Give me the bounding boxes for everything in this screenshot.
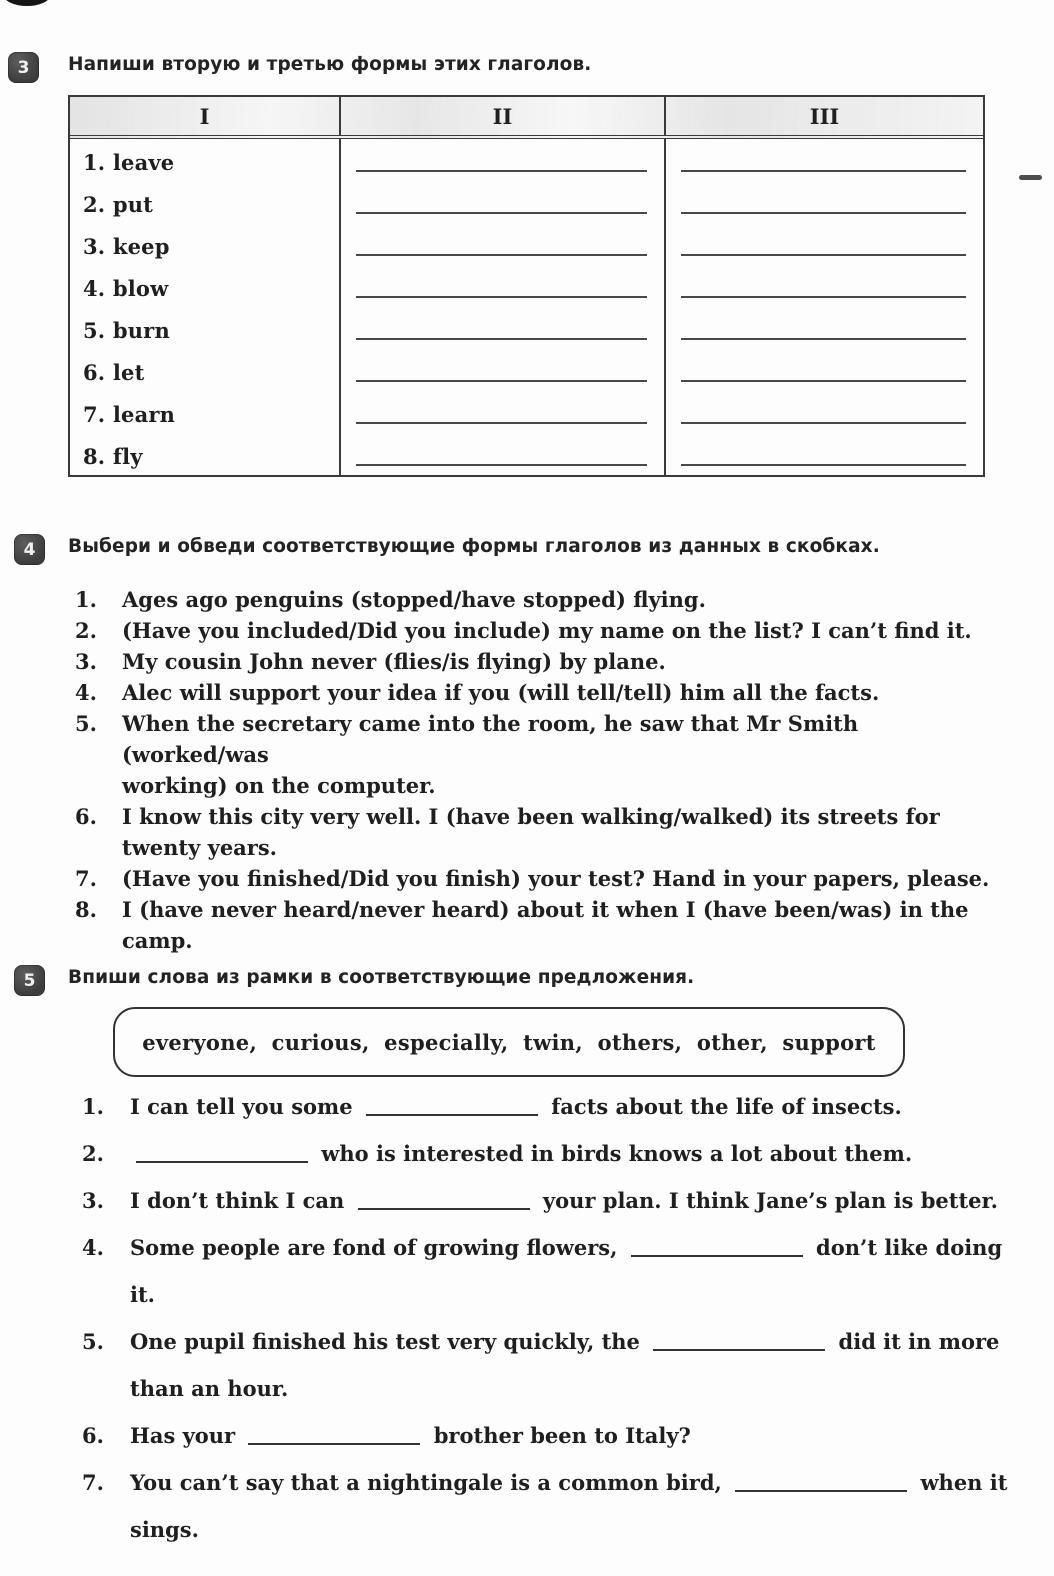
sentence-segment: Some people are fond of growing flowers, xyxy=(130,1235,625,1260)
table-row xyxy=(70,307,983,349)
item-number: 1. xyxy=(82,1094,104,1119)
item-text xyxy=(130,1224,1010,1318)
sentence-segment: it. xyxy=(130,1282,155,1307)
verb-cell: 8. fly xyxy=(83,444,143,469)
list-item xyxy=(75,801,1002,863)
column-header-i: I xyxy=(199,103,210,129)
table-row xyxy=(70,349,983,391)
sentence-segment: don’t like doing xyxy=(808,1235,1003,1260)
list-item xyxy=(82,1459,1010,1553)
item-number: 6. xyxy=(82,1423,104,1448)
item-number: 3. xyxy=(75,649,97,674)
list-item xyxy=(75,615,1002,646)
column-header-ii: II xyxy=(339,97,664,135)
verb-cell: 5. burn xyxy=(83,318,170,343)
answer-line[interactable] xyxy=(681,212,966,214)
list-item xyxy=(82,1224,1010,1318)
sentence-segment: when it xyxy=(913,1470,1008,1495)
answer-cell xyxy=(664,139,983,181)
list-item xyxy=(82,1083,1010,1130)
answer-cell xyxy=(664,181,983,223)
table-row xyxy=(70,433,983,475)
answer-line[interactable] xyxy=(681,422,966,424)
item-number: 5. xyxy=(82,1329,104,1354)
sentence-segment: I can tell you some xyxy=(130,1094,360,1119)
answer-line[interactable] xyxy=(356,338,647,340)
sentence-segment: I know this city very well. I (have been walking/walked) its streets for xyxy=(122,804,940,829)
item-number: 6. xyxy=(75,804,97,829)
answer-line[interactable] xyxy=(356,254,647,256)
answer-line[interactable] xyxy=(356,296,647,298)
sentence-segment: brother been to Italy? xyxy=(426,1423,691,1448)
item-number: 5. xyxy=(75,711,97,736)
table-row xyxy=(70,391,983,433)
sentence-segment: My cousin John never (flies/is flying) by plane. xyxy=(122,649,666,674)
sentence-segment: sings. xyxy=(130,1517,199,1542)
item-text xyxy=(122,863,1002,894)
item-text xyxy=(130,1412,1010,1459)
list-item xyxy=(75,863,1002,894)
answer-cell xyxy=(339,391,664,433)
list-item xyxy=(75,584,1002,615)
sentence-segment: Alec will support your idea if you (will tell/tell) him all the facts. xyxy=(122,680,880,705)
answer-line[interactable] xyxy=(356,422,647,424)
item-text xyxy=(122,708,1002,801)
item-number: 8. xyxy=(75,897,97,922)
answer-cell xyxy=(339,181,664,223)
item-number: 7. xyxy=(82,1470,104,1495)
corner-ink-mark xyxy=(4,0,50,6)
verb-cell: 6. let xyxy=(83,360,145,385)
verb-cell: 7. learn xyxy=(83,402,176,427)
exercise5-number-badge: 5 xyxy=(14,965,45,996)
exercise4-instruction: Выбери и обведи соответствующие формы глаголов из данных в скобках. xyxy=(68,536,880,557)
answer-line[interactable] xyxy=(681,254,966,256)
sentence-segment: Has your xyxy=(130,1423,243,1448)
sentence-segment: did it in more xyxy=(831,1329,1000,1354)
item-text xyxy=(122,584,1002,615)
answer-blank[interactable] xyxy=(735,1489,907,1492)
verb-cell: 1. leave xyxy=(83,150,175,175)
exercise5-instruction: Впиши слова из рамки в соответствующие предложения. xyxy=(68,967,695,988)
item-text xyxy=(122,615,1002,646)
answer-cell xyxy=(339,349,664,391)
word-box-text: everyone, curious, especially, twin, others, other, support xyxy=(142,1029,876,1055)
word-box xyxy=(113,1007,905,1077)
item-number: 4. xyxy=(75,680,97,705)
verb-cell: 3. keep xyxy=(83,234,170,259)
sentence-segment: facts about the life of insects. xyxy=(543,1094,902,1119)
answer-cell xyxy=(339,307,664,349)
column-header-iii: III xyxy=(664,97,983,135)
list-item xyxy=(75,708,1002,801)
item-number: 2. xyxy=(82,1141,104,1166)
item-text xyxy=(130,1130,1010,1177)
sentence-segment: (Have you finished/Did you finish) your test? Hand in your papers, please. xyxy=(122,866,990,891)
sentence-segment: One pupil finished his test very quickly, the xyxy=(130,1329,648,1354)
answer-cell xyxy=(664,391,983,433)
answer-blank[interactable] xyxy=(136,1160,308,1163)
verb-table-header xyxy=(70,97,983,139)
sentence-segment: I don’t think I can xyxy=(130,1188,352,1213)
item-number: 2. xyxy=(75,618,97,643)
item-text xyxy=(122,894,1002,956)
answer-blank[interactable] xyxy=(248,1442,420,1445)
item-number: 7. xyxy=(75,866,97,891)
answer-cell xyxy=(339,139,664,181)
item-text xyxy=(122,677,1002,708)
item-text xyxy=(122,801,1002,863)
item-text xyxy=(122,646,1002,677)
exercise3-number-badge: 3 xyxy=(8,52,39,83)
answer-cell xyxy=(664,307,983,349)
answer-line[interactable] xyxy=(681,296,966,298)
verb-cell: 2. put xyxy=(83,192,154,217)
list-item xyxy=(75,646,1002,677)
sentence-segment: your plan. I think Jane’s plan is better. xyxy=(535,1188,998,1213)
item-number: 4. xyxy=(82,1235,104,1260)
sentence-segment: You can’t say that a nightingale is a common bird, xyxy=(130,1470,730,1495)
answer-line[interactable] xyxy=(681,464,966,466)
exercise4-number-badge: 4 xyxy=(14,534,45,565)
sentence-segment: than an hour. xyxy=(130,1376,289,1401)
table-row xyxy=(70,223,983,265)
answer-cell xyxy=(664,265,983,307)
sentence-segment: Ages ago penguins (stopped/have stopped) flying. xyxy=(122,587,706,612)
sentence-segment: working) on the computer. xyxy=(122,773,436,798)
table-row xyxy=(70,139,983,181)
table-row xyxy=(70,181,983,223)
answer-cell xyxy=(339,223,664,265)
answer-cell xyxy=(339,265,664,307)
item-text xyxy=(130,1177,1010,1224)
answer-cell xyxy=(664,223,983,265)
answer-cell xyxy=(339,433,664,475)
table-row xyxy=(70,265,983,307)
list-item xyxy=(82,1177,1010,1224)
answer-line[interactable] xyxy=(681,338,966,340)
answer-line[interactable] xyxy=(681,380,966,382)
sentence-segment: (Have you included/Did you include) my name on the list? I can’t find it. xyxy=(122,618,972,643)
item-text xyxy=(130,1083,1010,1130)
sentence-segment: camp. xyxy=(122,928,193,953)
answer-line[interactable] xyxy=(356,170,647,172)
answer-blank[interactable] xyxy=(366,1113,538,1116)
item-number: 3. xyxy=(82,1188,104,1213)
list-item xyxy=(75,894,1002,956)
item-text xyxy=(130,1459,1010,1553)
answer-blank[interactable] xyxy=(358,1207,530,1210)
sentence-segment: twenty years. xyxy=(122,835,277,860)
sentence-segment: I (have never heard/never heard) about it when I (have been/was) in the xyxy=(122,897,969,922)
item-text xyxy=(130,1318,1010,1412)
answer-cell xyxy=(664,433,983,475)
list-item xyxy=(82,1318,1010,1412)
sentence-segment: who is interested in birds knows a lot about them. xyxy=(314,1141,913,1166)
answer-line[interactable] xyxy=(356,380,647,382)
sentence-segment: When the secretary came into the room, he saw that Mr Smith (worked/was xyxy=(122,711,859,767)
item-number: 1. xyxy=(75,587,97,612)
stray-dash-mark xyxy=(1019,175,1042,180)
verb-forms-table xyxy=(68,95,985,477)
answer-cell xyxy=(664,349,983,391)
list-item xyxy=(82,1130,1010,1177)
answer-line[interactable] xyxy=(356,212,647,214)
answer-blank[interactable] xyxy=(631,1254,803,1257)
verb-cell: 4. blow xyxy=(83,276,169,301)
list-item xyxy=(82,1412,1010,1459)
exercise4-list xyxy=(75,584,1002,956)
exercise5-list xyxy=(82,1083,1010,1553)
exercise3-instruction: Напиши вторую и третью формы этих глаголов. xyxy=(68,54,592,75)
answer-line[interactable] xyxy=(356,464,647,466)
answer-blank[interactable] xyxy=(653,1348,825,1351)
list-item xyxy=(75,677,1002,708)
answer-line[interactable] xyxy=(681,170,966,172)
verb-table-body xyxy=(70,139,983,475)
